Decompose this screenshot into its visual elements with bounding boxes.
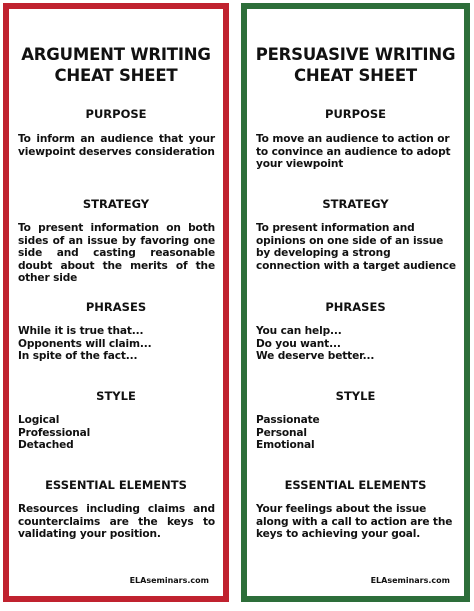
card-title-line: ARGUMENT WRITING [21,45,211,64]
style-item: Professional [18,426,91,439]
phrases-list [18,325,215,363]
purpose-heading: PURPOSE [85,107,147,121]
essential-elements-text: Resources including claims and counterclaims are the keys to validating your position. [18,503,215,541]
purpose-heading: PURPOSE [325,107,386,121]
purpose-text: To inform an audience that your viewpoint deserves consideration [18,133,215,158]
phrase-item: In spite of the fact... [18,350,138,363]
style-item: Passionate [256,414,320,426]
card-title-line: PERSUASIVE WRITING [255,45,456,64]
footer-site: ELAseminars.com [129,576,209,585]
style-item: Personal [256,426,307,439]
style-list [18,414,215,452]
essential-elements-text: Your feelings about the issue along with a call to action are the keys to achieving your goal. [256,503,453,541]
phrase-item: While it is true that... [18,325,144,337]
card-title [247,44,464,86]
phrases-heading: PHRASES [325,300,386,314]
strategy-heading: STRATEGY [322,197,389,211]
style-item: Emotional [256,439,315,452]
persuasive-writing-card [241,3,470,602]
phrase-item: We deserve better... [256,350,375,363]
phrases-heading: PHRASES [85,300,147,314]
style-heading: STYLE [96,389,136,403]
strategy-heading: STRATEGY [82,197,150,211]
card-title-line: CHEAT SHEET [54,66,178,85]
style-list [256,414,456,452]
phrase-item: You can help... [256,325,342,337]
essential-elements-heading: ESSENTIAL ELEMENTS [45,478,187,492]
card-title-line: CHEAT SHEET [294,66,417,85]
footer-site: ELAseminars.com [370,576,450,585]
style-item: Detached [18,439,74,452]
phrase-item: Do you want... [256,337,341,350]
style-item: Logical [18,414,60,426]
strategy-text: To present information on both sides of an issue by favoring one side and casting reasonable doubt about the merits of the other side [18,222,215,285]
phrases-list [256,325,456,363]
card-title [9,44,223,86]
purpose-text: To move an audience to action or to convince an audience to adopt your viewpoint [256,133,451,171]
argument-writing-card [3,3,229,602]
essential-elements-heading: ESSENTIAL ELEMENTS [284,478,427,492]
phrase-item: Opponents will claim... [18,337,152,350]
style-heading: STYLE [335,389,376,403]
strategy-text: To present information and opinions on one side of an issue by developing a strong connection with a target audience [256,222,456,272]
